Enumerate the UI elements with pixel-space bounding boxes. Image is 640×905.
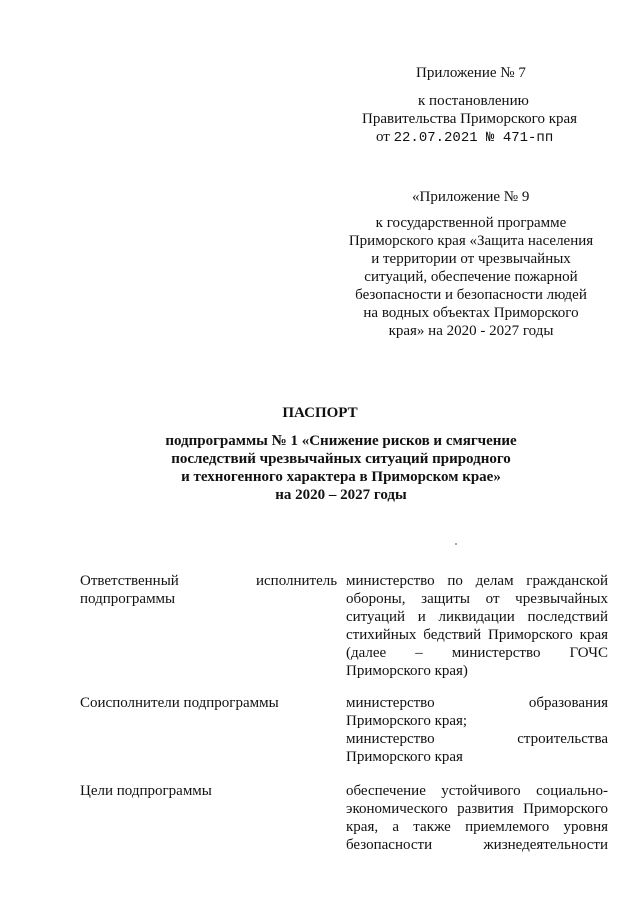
appendix7-line1: к постановлению [418, 93, 529, 109]
appendix7-date-prefix: от [376, 129, 390, 145]
row-text-line: Приморского края; [346, 713, 468, 729]
appendix9-title: «Приложение № 9 [412, 189, 530, 205]
appendix9-line: ситуаций, обеспечение пожарной [364, 269, 578, 285]
scan-speck [455, 543, 457, 545]
appendix9-line: на водных объектах Приморского [363, 305, 579, 321]
appendix9-line: и территории от чрезвычайных [371, 251, 571, 267]
row-text-line: обеспечение устойчивого социально- [346, 783, 608, 799]
row-text-line: министерство образования [346, 695, 608, 711]
row-text-line: безопасности жизнедеятельности [346, 837, 608, 853]
passport-heading: ПАСПОРТ [282, 405, 358, 421]
row-label-part: Ответственный [80, 573, 179, 589]
row-text-line: обороны, защиты от чрезвычайных [346, 591, 608, 607]
row-text-line: Приморского края) [346, 663, 468, 679]
appendix9-line: Приморского края «Защита населения [348, 233, 594, 249]
passport-subtitle-line: на 2020 – 2027 годы [275, 487, 407, 503]
appendix7-date: 22.07.2021 № 471-пп [393, 130, 554, 146]
appendix9-line: края» на 2020 - 2027 годы [388, 323, 554, 339]
appendix9-line: к государственной программе [375, 215, 567, 231]
row-text-line: министерство по делам гражданской [346, 573, 608, 589]
appendix7-line2: Правительства Приморского края [362, 111, 578, 127]
passport-subtitle-line: подпрограммы № 1 «Снижение рисков и смягчение [165, 433, 517, 449]
row-text-line: экономического развития Приморского [346, 801, 608, 817]
appendix7-date-line [376, 128, 553, 147]
row-text-line: (далее – министерство ГОЧС [346, 645, 608, 661]
row-label: Цели подпрограммы [80, 783, 212, 799]
row-text-line: стихийных бедствий Приморского края [346, 627, 608, 643]
row-text-line: края, а также приемлемого уровня [346, 819, 608, 835]
row-text-line: Приморского края [346, 749, 463, 765]
passport-subtitle-line: последствий чрезвычайных ситуаций природного [171, 451, 511, 467]
row-text-line: ситуаций и ликвидации последствий [346, 609, 608, 625]
appendix7-title: Приложение № 7 [416, 65, 526, 81]
row-label-part: подпрограммы [80, 591, 176, 607]
appendix9-line: безопасности и безопасности людей [355, 287, 587, 303]
row-label: Соисполнители подпрограммы [80, 695, 279, 711]
row-text-line: министерство строительства [346, 731, 608, 747]
row-label-part: исполнитель [256, 573, 338, 589]
passport-subtitle-line: и техногенного характера в Приморском крае» [181, 469, 501, 485]
